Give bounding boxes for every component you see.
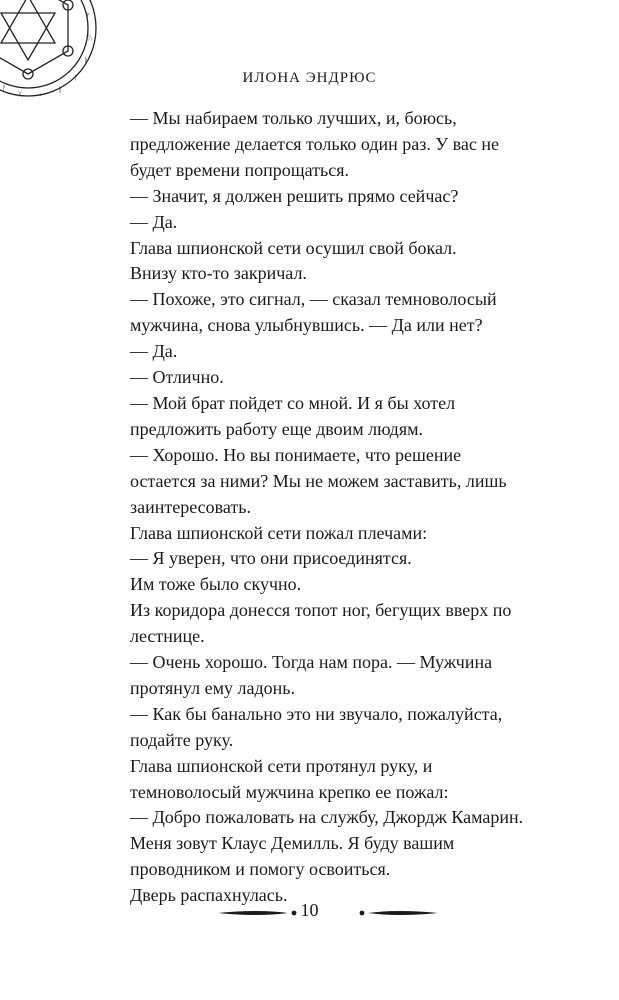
paragraph: — Как бы банально это ни звучало, пожалуйста, подайте руку. bbox=[130, 703, 503, 750]
page-footer bbox=[0, 898, 619, 928]
svg-text:ᚱ: ᚱ bbox=[58, 86, 63, 94]
paragraph: — Мой брат пойдет со мной. И я бы хотел предложить работу еще двоим людям. bbox=[130, 392, 456, 439]
page-number: 10 bbox=[300, 900, 319, 920]
running-head: ИЛОНА ЭНДРЮС bbox=[242, 70, 377, 86]
svg-text:ᚦ: ᚦ bbox=[84, 56, 89, 64]
paragraph: Глава шпионской сети протянул руку, и темноволосый мужчина крепко ее пожал: bbox=[130, 755, 449, 802]
svg-text:ᚲ: ᚲ bbox=[38, 91, 43, 99]
paragraph: Глава шпионской сети пожал плечами: bbox=[130, 522, 428, 543]
paragraph: Глава шпионской сети осушил свой бокал. bbox=[130, 237, 457, 258]
paragraph: — Да. bbox=[130, 211, 178, 232]
paragraph: Внизу кто-то закричал. bbox=[130, 263, 307, 284]
right-ornament-icon bbox=[356, 908, 438, 918]
paragraph: — Мы набираем только лучших, и, боюсь, предложение делается только один раз. У вас не будет времени попрощаться. bbox=[130, 108, 500, 180]
paragraph: Из коридора донесся топот ног, бегущих вверх по лестнице. bbox=[130, 600, 512, 647]
paragraph: — Да. bbox=[130, 341, 178, 362]
svg-text:ᚢ: ᚢ bbox=[88, 34, 93, 42]
svg-text:ᚠ: ᚠ bbox=[86, 12, 91, 20]
paragraph: — Хорошо. Но вы понимаете, что решение остается за ними? Мы не можем заставить, лишь заинтересовать. bbox=[130, 444, 507, 517]
paragraph: — Значит, я должен решить прямо сейчас? bbox=[130, 185, 459, 206]
paragraph: — Я уверен, что они присоединятся. bbox=[130, 548, 412, 569]
body-text bbox=[130, 106, 528, 909]
svg-text:ᚹ: ᚹ bbox=[2, 84, 7, 92]
svg-text:ᚨ: ᚨ bbox=[74, 74, 79, 82]
paragraph: Им тоже было скучно. bbox=[130, 574, 302, 595]
paragraph: — Похоже, это сигнал, — сказал темноволосый мужчина, снова улыбнувшись. — Да или нет? bbox=[130, 289, 497, 336]
paragraph: — Отлично. bbox=[130, 367, 224, 388]
paragraph: — Добро пожаловать на службу, Джордж Камарин. Меня зовут Клаус Демилль. Я буду вашим проводником и помогу освоиться. bbox=[130, 807, 524, 880]
svg-text:ᚷ: ᚷ bbox=[18, 90, 23, 98]
paragraph: — Очень хорошо. Тогда нам пора. — Мужчина протянул ему ладонь. bbox=[130, 652, 493, 698]
paragraph: Дверь распахнулась. bbox=[130, 885, 288, 906]
